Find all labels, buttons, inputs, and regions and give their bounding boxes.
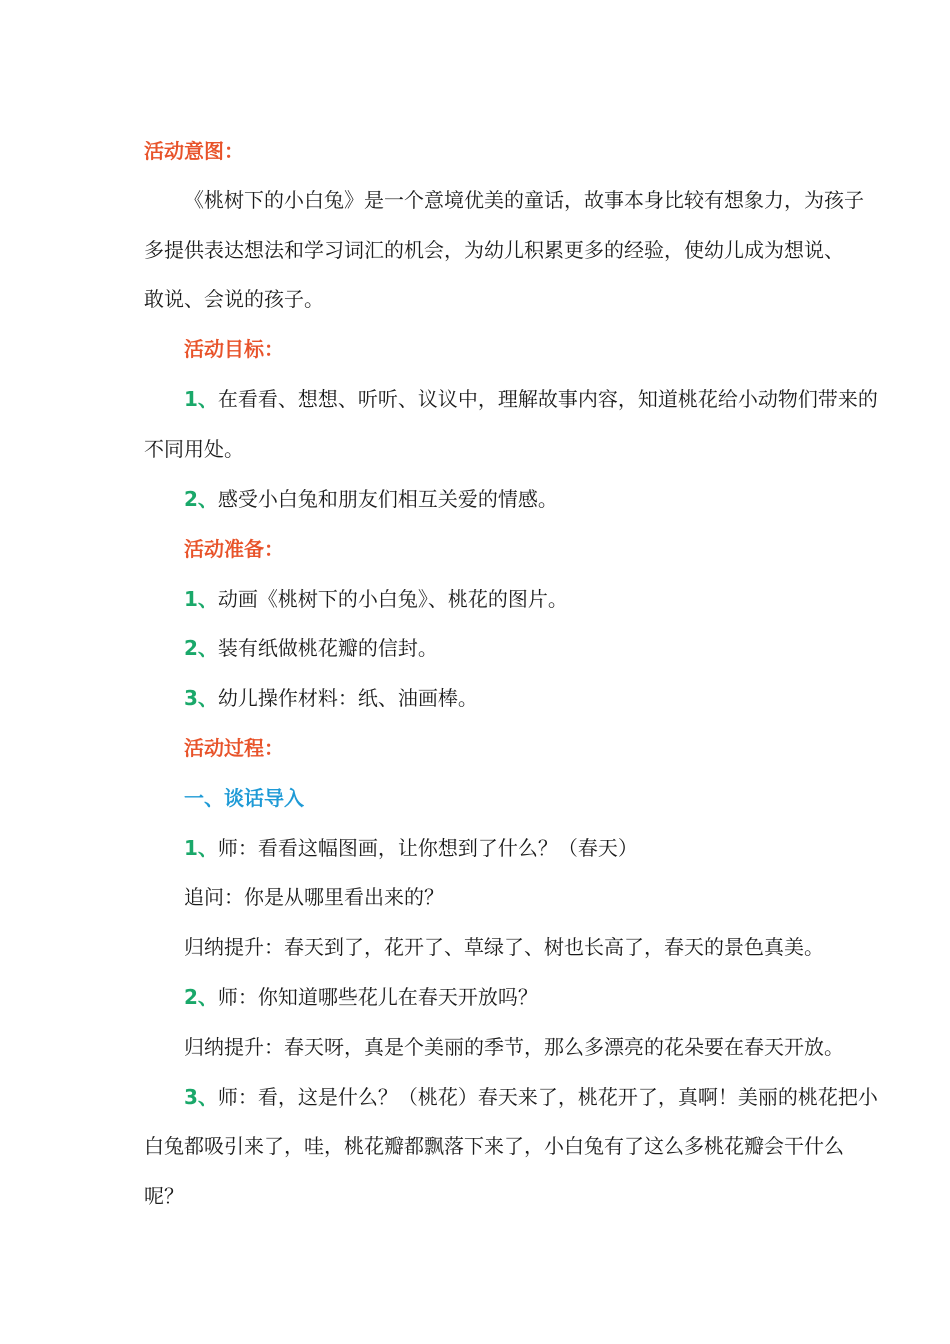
- intent-line-1: 《桃树下的小白兔》是一个意境优美的童话，故事本身比较有想象力，为孩子: [184, 188, 864, 212]
- process-item-3: [184, 1084, 878, 1110]
- process-item-1: [184, 835, 638, 861]
- goal-heading: 活动目标：: [184, 337, 284, 361]
- process-item-2-text: 师：你知道哪些花儿在春天开放吗？: [217, 985, 538, 1009]
- process-item-2-summary: 归纳提升：春天呀，真是个美丽的季节，那么多漂亮的花朵要在春天开放。: [184, 1035, 844, 1059]
- prep-item-2: [184, 635, 438, 661]
- process-item-1-followup: 追问：你是从哪里看出来的？: [184, 885, 444, 909]
- process-item-1-number: 1、: [184, 836, 218, 860]
- prep-item-3: [184, 685, 478, 711]
- goal-item-1-text: 在看看、想想、听听、议议中，理解故事内容，知道桃花给小动物们带来的: [217, 387, 878, 411]
- prep-item-3-text: 幼儿操作材料：纸、油画棒。: [217, 686, 478, 710]
- goal-item-1: [184, 386, 878, 412]
- intent-heading: 活动意图：: [144, 139, 244, 163]
- prep-heading: 活动准备：: [184, 537, 284, 561]
- goal-item-2-text: 感受小白兔和朋友们相互关爱的情感。: [217, 487, 558, 511]
- intent-line-3: 敢说、会说的孩子。: [144, 287, 324, 311]
- goal-item-1-continued: 不同用处。: [144, 437, 244, 461]
- intent-line-2: 多提供表达想法和学习词汇的机会，为幼儿积累更多的经验，使幼儿成为想说、: [144, 238, 844, 262]
- process-item-2: [184, 984, 538, 1010]
- process-item-2-number: 2、: [184, 985, 218, 1009]
- process-item-1-text: 师：看看这幅图画，让你想到了什么？（春天）: [217, 836, 638, 860]
- prep-item-1-number: 1、: [184, 587, 218, 611]
- process-heading: 活动过程：: [184, 736, 284, 760]
- process-item-3-number: 3、: [184, 1085, 218, 1109]
- process-item-3-line-3: 呢？: [144, 1184, 184, 1208]
- goal-item-2: [184, 486, 558, 512]
- prep-item-2-number: 2、: [184, 636, 218, 660]
- goal-item-1-number: 1、: [184, 387, 218, 411]
- part1-heading: 一、谈话导入: [184, 786, 304, 810]
- prep-item-1-text: 动画《桃树下的小白兔》、桃花的图片。: [217, 587, 568, 611]
- process-item-1-summary: 归纳提升：春天到了，花开了、草绿了、树也长高了，春天的景色真美。: [184, 935, 824, 959]
- goal-item-2-number: 2、: [184, 487, 218, 511]
- prep-item-2-text: 装有纸做桃花瓣的信封。: [217, 636, 438, 660]
- process-item-3-text: 师：看，这是什么？（桃花）春天来了，桃花开了，真啊！美丽的桃花把小: [217, 1085, 878, 1109]
- prep-item-1: [184, 586, 568, 612]
- prep-item-3-number: 3、: [184, 686, 218, 710]
- process-item-3-line-2: 白兔都吸引来了，哇，桃花瓣都飘落下来了，小白兔有了这么多桃花瓣会干什么: [144, 1134, 844, 1158]
